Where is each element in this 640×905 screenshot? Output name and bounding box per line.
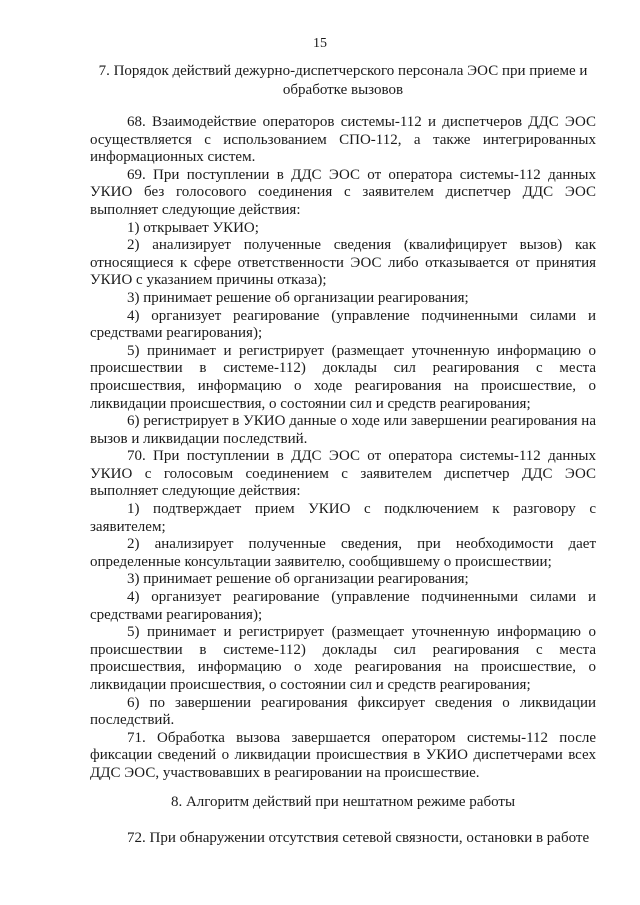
list-item: 1) подтверждает прием УКИО с подключением к разговору с заявителем;: [90, 501, 596, 535]
list-item: 6) по завершении реагирования фиксирует сведения о ликвидации последствий.: [90, 694, 596, 729]
list-item: 6) регистрирует в УКИО данные о ходе или завершении реагирования на вызов и ликвидации последствий.: [90, 413, 596, 447]
list-item: 5) принимает и регистрирует (размещает уточненную информацию о происшествии в системе-112) доклады сил реагирования с места происшествия, информацию о ходе реагирования на происшествие, о ликвидации происшествия, о состоянии сил и средств реагирования;: [90, 342, 596, 412]
list-item: 2) анализирует полученные сведения (квалифицирует вызов) как относящиеся к сфере ответственности ЭОС либо отказывается от принятия УКИО с указанием причины отказа);: [90, 237, 596, 289]
paragraph-71: 71. Обработка вызова завершается оператором системы-112 после фиксации сведений о ликвидации происшествия в УКИО диспетчерами всех ДДС ЭОС, участвовавших в реагировании на происшествие.: [90, 729, 596, 781]
page-number: 15: [313, 36, 327, 51]
list-item: 3) принимает решение об организации реагирования;: [127, 289, 469, 306]
section-7-body: [90, 114, 596, 783]
list-item: 1) открывает УКИО;: [127, 219, 259, 236]
section-heading-7: 7. Порядок действий дежурно-диспетчерского персонала ЭОС при приеме и обработке вызовов: [98, 63, 588, 98]
paragraph-70: 70. При поступлении в ДДС ЭОС от оператора системы-112 данных УКИО с голосовым соединением с заявителем диспетчер ДДС ЭОС выполняет следующие действия:: [90, 448, 596, 500]
list-item: 2) анализирует полученные сведения, при необходимости дает определенные консультации заявителю, сообщившему о происшествии;: [90, 536, 596, 570]
list-item: 5) принимает и регистрирует (размещает уточненную информацию о происшествии в системе-112) доклады сил реагирования с места происшествия, информацию о ходе реагирования на происшествие, о ликвидации происшествия, о состоянии сил и средств реагирования;: [90, 624, 596, 693]
list-item: 3) принимает решение об организации реагирования;: [127, 571, 469, 588]
paragraph-69: 69. При поступлении в ДДС ЭОС от оператора системы-112 данных УКИО без голосового соединения с заявителем диспетчер ДДС ЭОС выполняет следующие действия:: [90, 166, 596, 218]
paragraph-68: 68. Взаимодействие операторов системы-112 и диспетчеров ДДС ЭОС осуществляется с использованием СПО-112, а также интегрированных информационных систем.: [90, 114, 596, 166]
section-heading-8: 8. Алгоритм действий при нештатном режиме работы: [170, 794, 516, 810]
list-item: 4) организует реагирование (управление подчиненными силами и средствами реагирования);: [90, 307, 596, 342]
paragraph-72: 72. При обнаружении отсутствия сетевой связности, остановки в работе: [127, 830, 590, 846]
list-item: 4) организует реагирование (управление подчиненными силами и средствами реагирования);: [90, 589, 596, 623]
